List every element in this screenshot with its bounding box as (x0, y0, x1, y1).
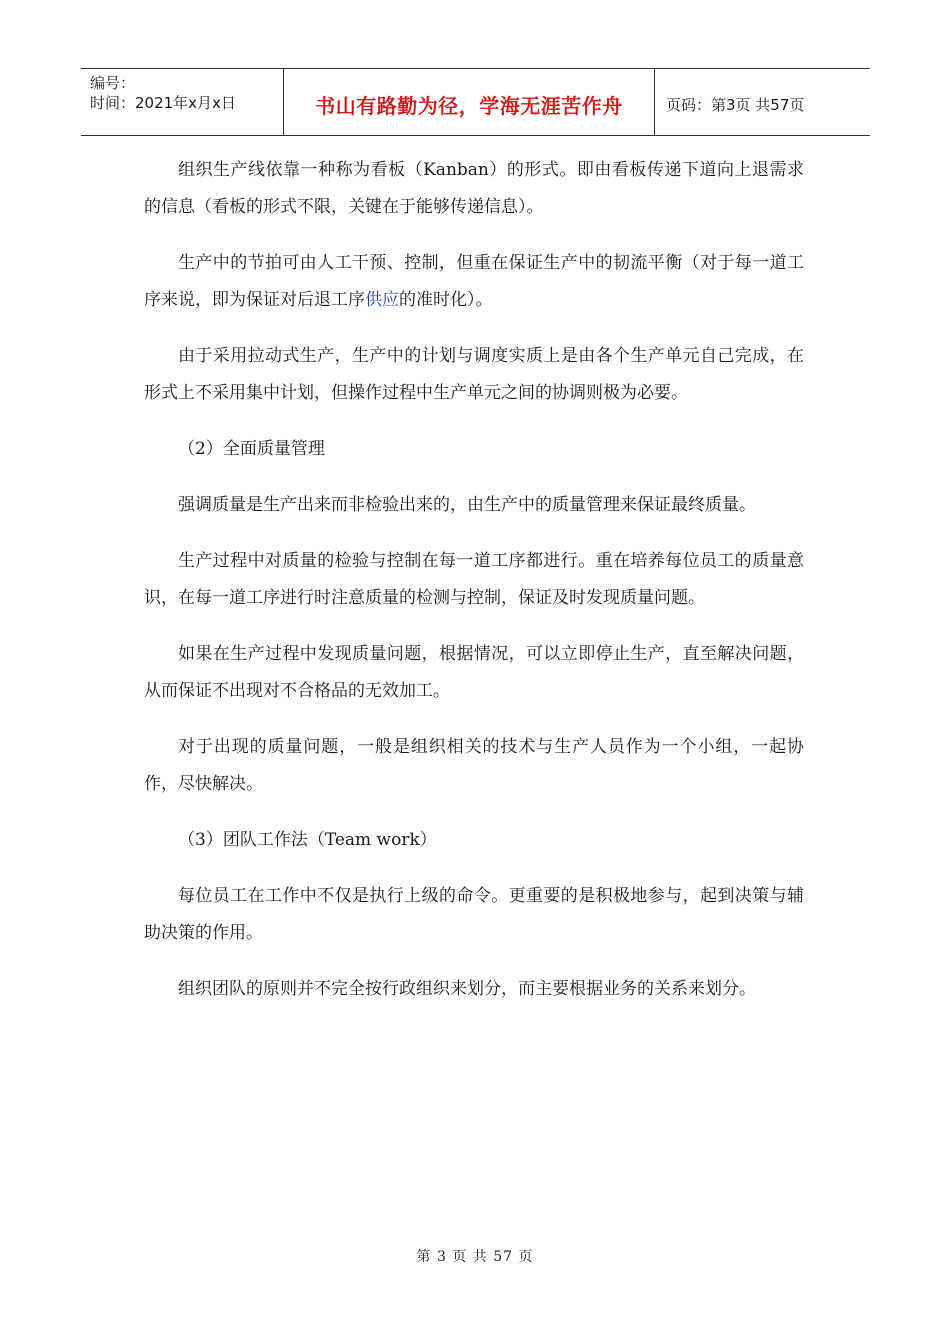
page-header (81, 68, 870, 136)
header-page-number: 页码：第3页 共57页 (666, 95, 805, 114)
paragraph: 生产过程中对质量的检验与控制在每一道工序都进行。重在培养每位员工的质量意识，在每一道工序进行时注意质量的检测与控制，保证及时发现质量问题。 (144, 551, 804, 608)
paragraph: 组织团队的原则并不完全按行政组织来划分，而主要根据业务的关系来划分。 (178, 979, 756, 999)
paragraph: 每位员工在工作中不仅是执行上级的命令。更重要的是积极地参与，起到决策与辅助决策的作用。 (144, 886, 804, 943)
paragraph-text: 的准时化）。 (399, 290, 493, 310)
paragraph: 组织生产线依靠一种称为看板（Kanban）的形式。即由看板传递下道向上退需求的信息（看板的形式不限，关键在于能够传递信息）。 (144, 160, 804, 217)
section-heading: （2）全面质量管理 (178, 439, 325, 459)
supply-link[interactable]: 供应 (365, 290, 399, 310)
header-meta (81, 69, 284, 135)
paragraph (144, 245, 804, 319)
paragraph: 由于采用拉动式生产，生产中的计划与调度实质上是由各个生产单元自己完成，在形式上不采用集中计划，但操作过程中生产单元之间的协调则极为必要。 (144, 346, 804, 403)
paragraph: 强调质量是生产出来而非检验出来的，由生产中的质量管理来保证最终质量。 (178, 495, 756, 515)
paragraph-text: 生产中的节拍可由人工干预、控制，但重在保证生产中的韧流平衡（对于每一道工序来说，即为保证对后退工序 (144, 253, 804, 310)
paragraph: 如果在生产过程中发现质量问题，根据情况，可以立即停止生产，直至解决问题，从而保证不出现对不合格品的无效加工。 (144, 644, 804, 701)
header-motto-cell (284, 69, 655, 135)
section-heading: （3）团队工作法（Team work） (178, 830, 437, 850)
page-footer: 第 3 页 共 57 页 (416, 1249, 534, 1265)
document-body (144, 152, 804, 1027)
document-id-label: 编号： (90, 74, 136, 92)
paragraph: 对于出现的质量问题，一般是组织相关的技术与生产人员作为一个小组，一起协作，尽快解决。 (144, 737, 804, 794)
document-time-label: 时间：2021年x月x日 (90, 94, 236, 112)
header-motto: 书山有路勤为径，学海无涯苦作舟 (315, 93, 623, 118)
header-page-cell (655, 69, 870, 135)
